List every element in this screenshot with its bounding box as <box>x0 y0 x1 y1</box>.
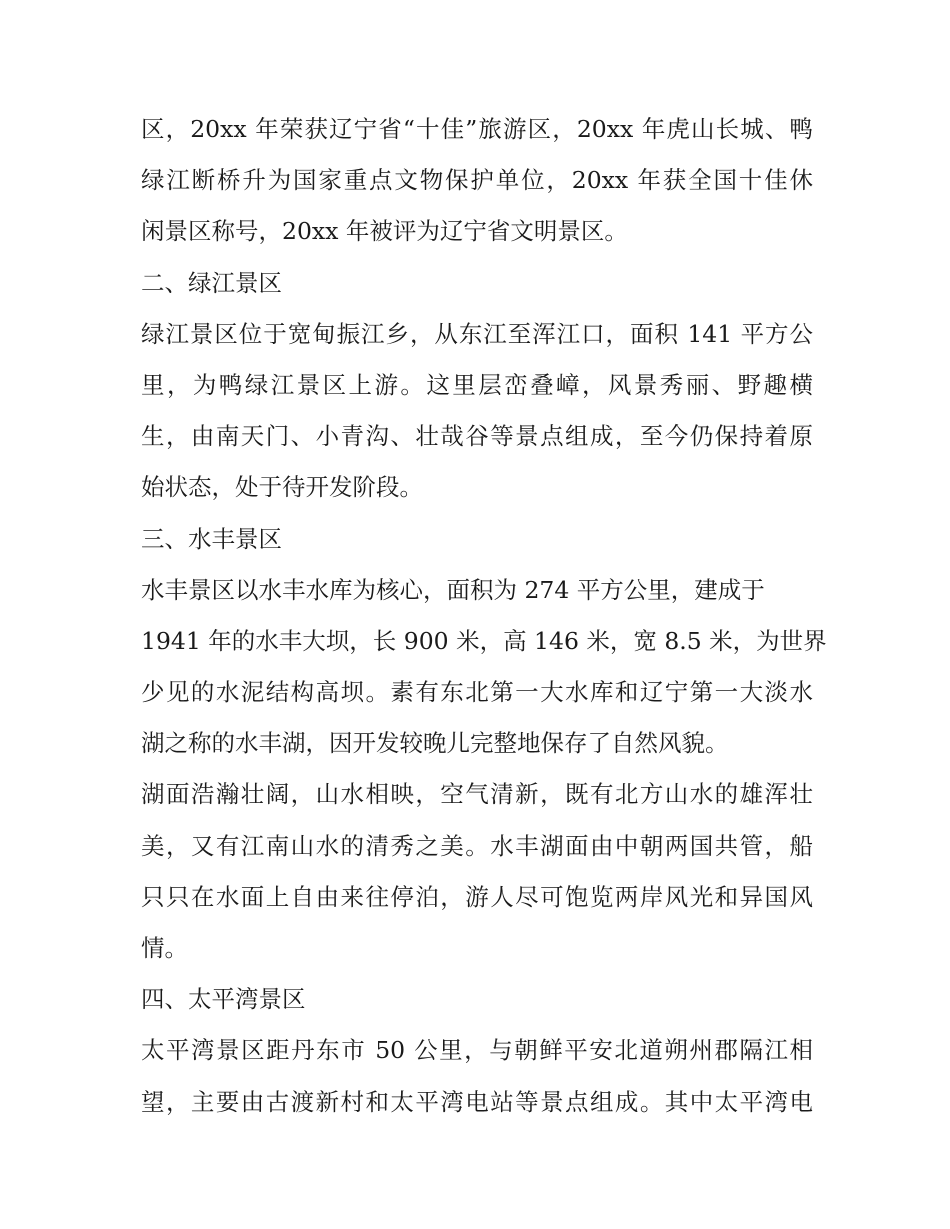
text-line-14: 湖面浩瀚壮阔，山水相映，空气清新，既有北方山水的雄浑壮 <box>141 780 813 809</box>
text-line-5: 绿江景区位于宽甸振江乡，从东江至浑江口，面积 141 平方公 <box>141 319 813 348</box>
text-line-19: 太平湾景区距丹东市 50 公里，与朝鲜平安北道朔州郡隔江相 <box>141 1036 813 1065</box>
section-heading-3: 三、水丰景区 <box>141 524 282 553</box>
text-line-15: 美，又有江南山水的清秀之美。水丰湖面由中朝两国共管，船 <box>141 831 813 860</box>
text-line-17: 情。 <box>141 934 188 962</box>
text-line-12: 少见的水泥结构高坝。素有东北第一大水库和辽宁第一大淡水 <box>141 678 813 707</box>
text-line-6: 里，为鸭绿江景区上游。这里层峦叠嶂，风景秀丽、野趣横 <box>141 370 813 399</box>
text-line-1: 区，20xx 年荣获辽宁省“十佳”旅游区，20xx 年虎山长城、鸭 <box>141 115 813 143</box>
section-heading-4: 四、太平湾景区 <box>141 985 306 1014</box>
text-line-11: 1941 年的水丰大坝，长 900 米，高 146 米，宽 8.5 米，为世界 <box>141 626 827 655</box>
text-line-2: 绿江断桥升为国家重点文物保护单位，20xx 年获全国十佳休 <box>141 166 813 195</box>
text-line-20: 望，主要由古渡新村和太平湾电站等景点组成。其中太平湾电 <box>141 1087 813 1116</box>
text-line-13: 湖之称的水丰湖，因开发较晚儿完整地保存了自然风貌。 <box>141 729 729 758</box>
document-body <box>141 104 827 1128</box>
text-line-3: 闲景区称号，20xx 年被评为辽宁省文明景区。 <box>141 217 628 246</box>
text-line-7: 生，由南天门、小青沟、壮哉谷等景点组成，至今仍保持着原 <box>141 422 813 451</box>
text-line-16: 只只在水面上自由来往停泊，游人尽可饱览两岸风光和异国风 <box>141 882 813 911</box>
section-heading-2: 二、绿江景区 <box>141 268 282 297</box>
text-line-10: 水丰景区以水丰水库为核心，面积为 274 平方公里，建成于 <box>141 575 765 604</box>
text-line-8: 始状态，处于待开发阶段。 <box>141 473 423 502</box>
